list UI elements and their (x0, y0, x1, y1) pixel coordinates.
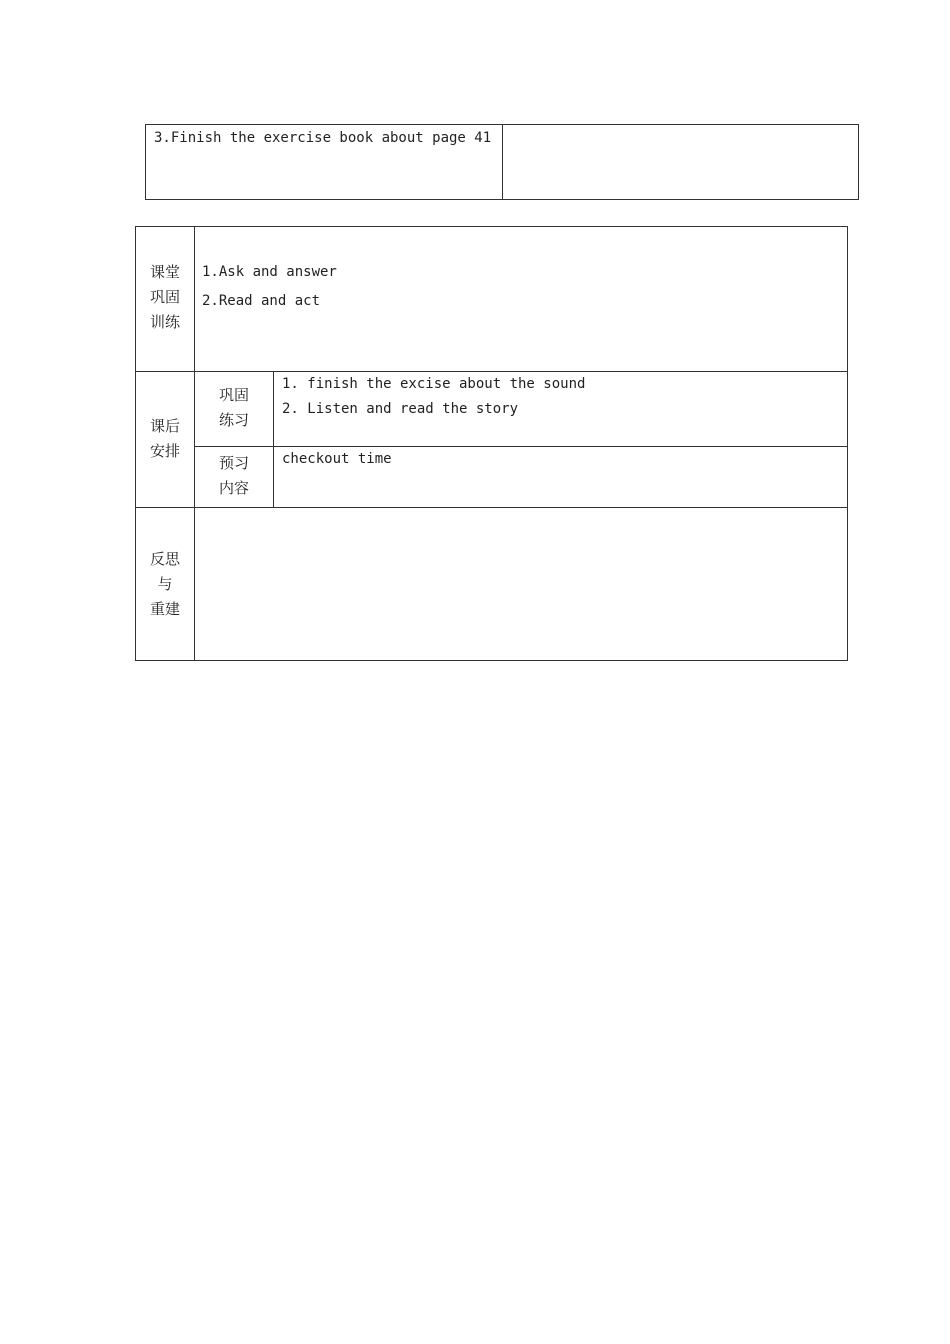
top-table-right-cell (502, 124, 859, 200)
preview-label-line-2: 内容 (218, 479, 249, 497)
reflection-label-line-3: 重建 (149, 600, 180, 618)
after-class-label-line-1: 课后 (149, 417, 180, 435)
top-table-task-text: 3.Finish the exercise book about page 41 (154, 130, 492, 146)
consolidation-item-1: 1.Ask and answer (202, 264, 337, 280)
after-class-label (135, 414, 195, 464)
practice-item-2: 2. Listen and read the story (282, 401, 519, 417)
practice-label (194, 383, 274, 433)
reflection-content-cell (194, 507, 848, 661)
consolidation-item-2: 2.Read and act (202, 293, 321, 309)
preview-label-line-1: 预习 (218, 454, 249, 472)
reflection-label (135, 547, 195, 622)
practice-item-1: 1. finish the excise about the sound (282, 376, 586, 392)
after-class-label-line-2: 安排 (149, 442, 180, 460)
practice-label-line-2: 练习 (218, 411, 249, 429)
consolidation-label-line-3: 训练 (149, 313, 180, 331)
reflection-label-line-2: 与 (157, 575, 173, 593)
reflection-label-line-1: 反思 (149, 550, 180, 568)
consolidation-label-line-2: 巩固 (149, 288, 180, 306)
preview-label (194, 451, 274, 501)
practice-label-line-1: 巩固 (218, 386, 249, 404)
preview-text: checkout time (282, 451, 392, 467)
consolidation-label-line-1: 课堂 (149, 263, 180, 281)
consolidation-label (135, 260, 195, 335)
